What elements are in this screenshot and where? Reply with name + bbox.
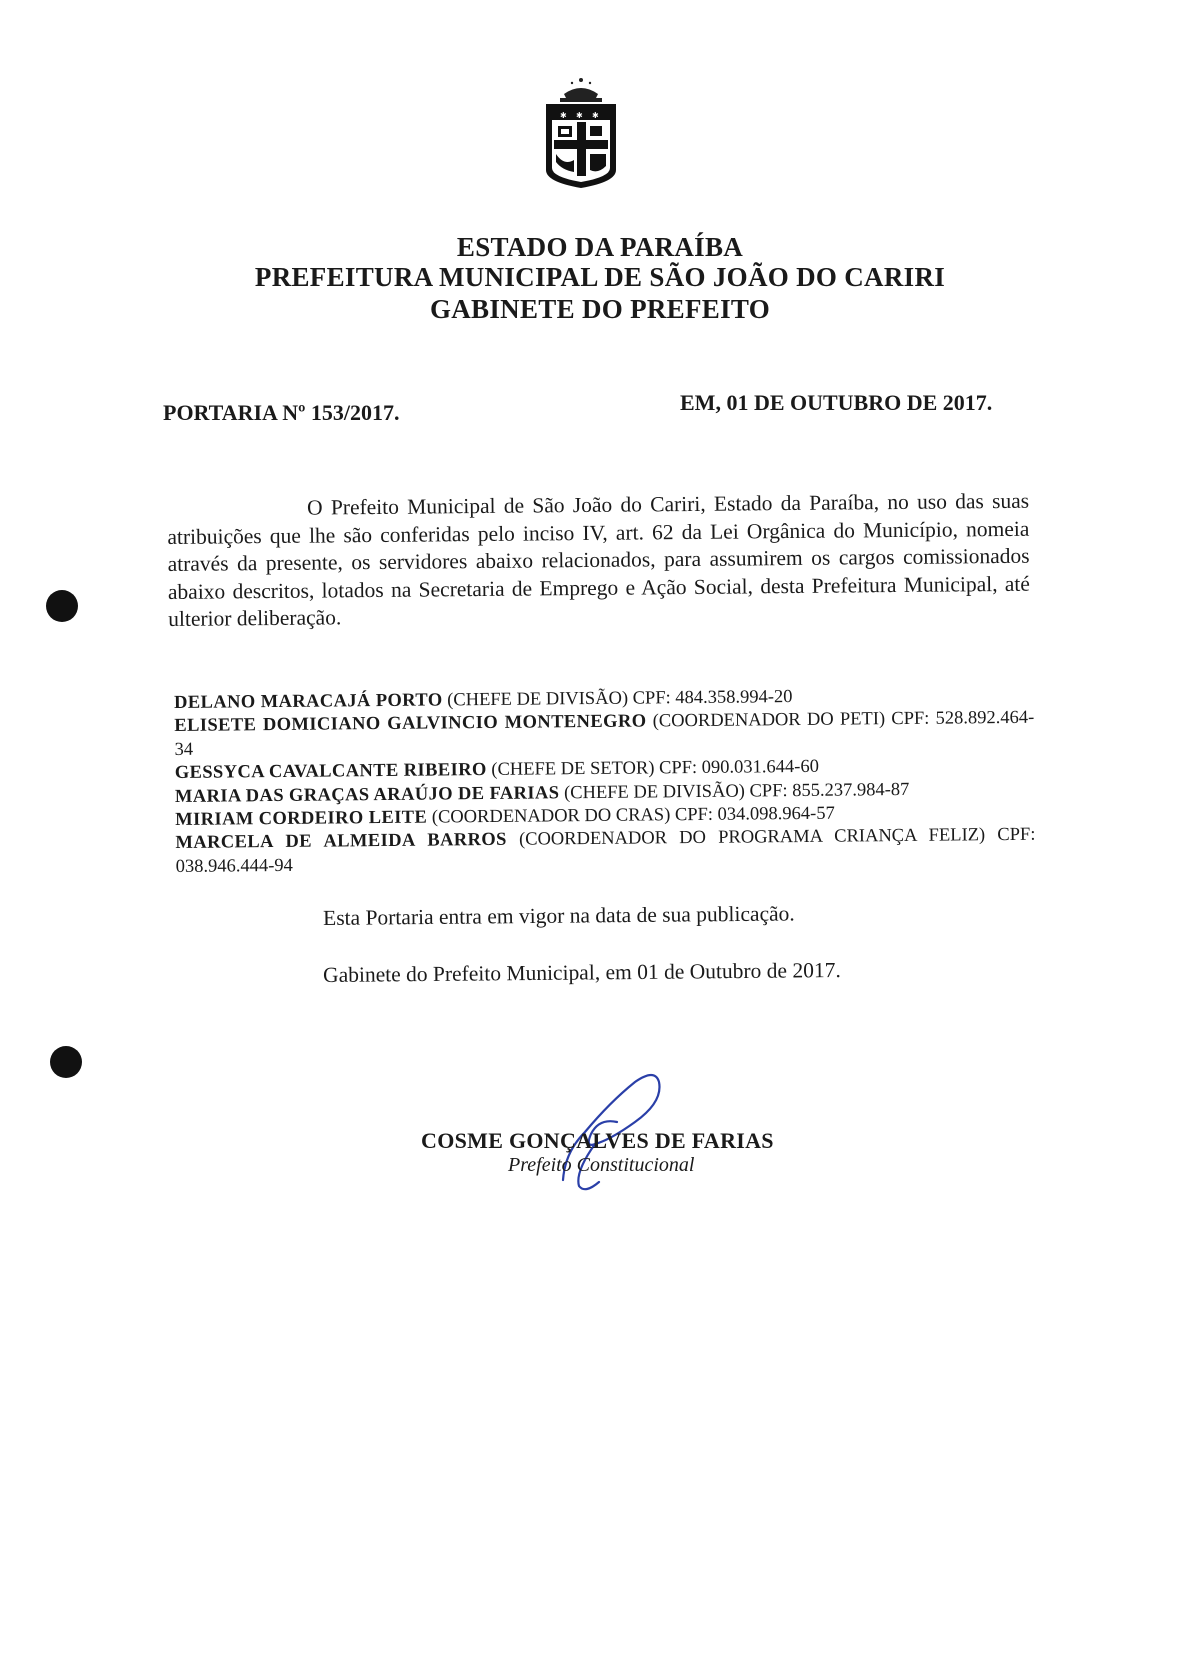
header-state: ESTADO DA PARAÍBA [456, 232, 744, 262]
appointee-name: DELANO MARACAJÁ PORTO [174, 690, 443, 713]
svg-text:✱: ✱ [560, 111, 567, 120]
list-item [174, 707, 1034, 762]
svg-text:✱: ✱ [576, 111, 583, 120]
document-date: EM, 01 DE OUTUBRO DE 2017. [680, 390, 993, 415]
appointee-name: MARCELA DE ALMEIDA BARROS [175, 830, 507, 854]
header-office: GABINETE DO PREFEITO [429, 294, 771, 324]
list-item [175, 824, 1035, 879]
punch-hole-icon [46, 590, 78, 622]
body-paragraph [167, 488, 1030, 634]
appointee-details: (COORDENADOR DO CRAS) CPF: 034.098.964-57 [431, 803, 835, 828]
municipal-coat-of-arms-icon [536, 74, 626, 192]
appointee-details: (CHEFE DE DIVISÃO) CPF: 855.237.984-87 [563, 779, 910, 803]
appointee-name: ELISETE DOMICIANO GALVINCIO MONTENEGRO [174, 711, 647, 737]
appointee-details: (CHEFE DE SETOR) CPF: 090.031.644-60 [491, 757, 820, 781]
signatory-title: Prefeito Constitucional [508, 1154, 695, 1176]
portaria-number: PORTARIA Nº 153/2017. [163, 400, 400, 425]
appointee-details: (CHEFE DE DIVISÃO) CPF: 484.358.994-20 [447, 687, 793, 711]
header-prefecture: PREFEITURA MUNICIPAL DE SÃO JOÃO DO CARIRI [254, 262, 946, 292]
body-paragraph-text: O Prefeito Municipal de São João do Cariri, Estado da Paraíba, no uso das suas atribuições que lhe são conferidas pelo inciso IV, art. 62 da Lei Orgânica do Município, nomeia através da presente, os servidores abaixo relacionados, para assumirem os cargos comissionados abaixo descritos, lotados na Secretaria de Emprego e Ação Social, desta Prefeitura Municipal, até ulterior deliberação. [167, 488, 1030, 631]
appointee-details: (COORDENADOR DO PETI) CPF: 528.892.464-34 [174, 708, 1035, 760]
closing-line: Gabinete do Prefeito Municipal, em 01 de Outubro de 2017. [323, 958, 841, 987]
svg-text:✱: ✱ [592, 111, 599, 120]
appointee-name: MIRIAM CORDEIRO LEITE [175, 807, 428, 831]
signatory-name: COSME GONÇALVES DE FARIAS [421, 1128, 774, 1153]
appointee-list [174, 684, 1036, 879]
punch-hole-icon [50, 1046, 82, 1078]
appointee-name: GESSYCA CAVALCANTE RIBEIRO [174, 760, 487, 784]
appointee-details: (COORDENADOR DO PROGRAMA CRIANÇA FELIZ) CPF: 038.946.444-94 [175, 825, 1036, 877]
appointee-name: MARIA DAS GRAÇAS ARAÚJO DE FARIAS [174, 782, 560, 807]
effective-clause: Esta Portaria entra em vigor na data de sua publicação. [323, 901, 795, 930]
